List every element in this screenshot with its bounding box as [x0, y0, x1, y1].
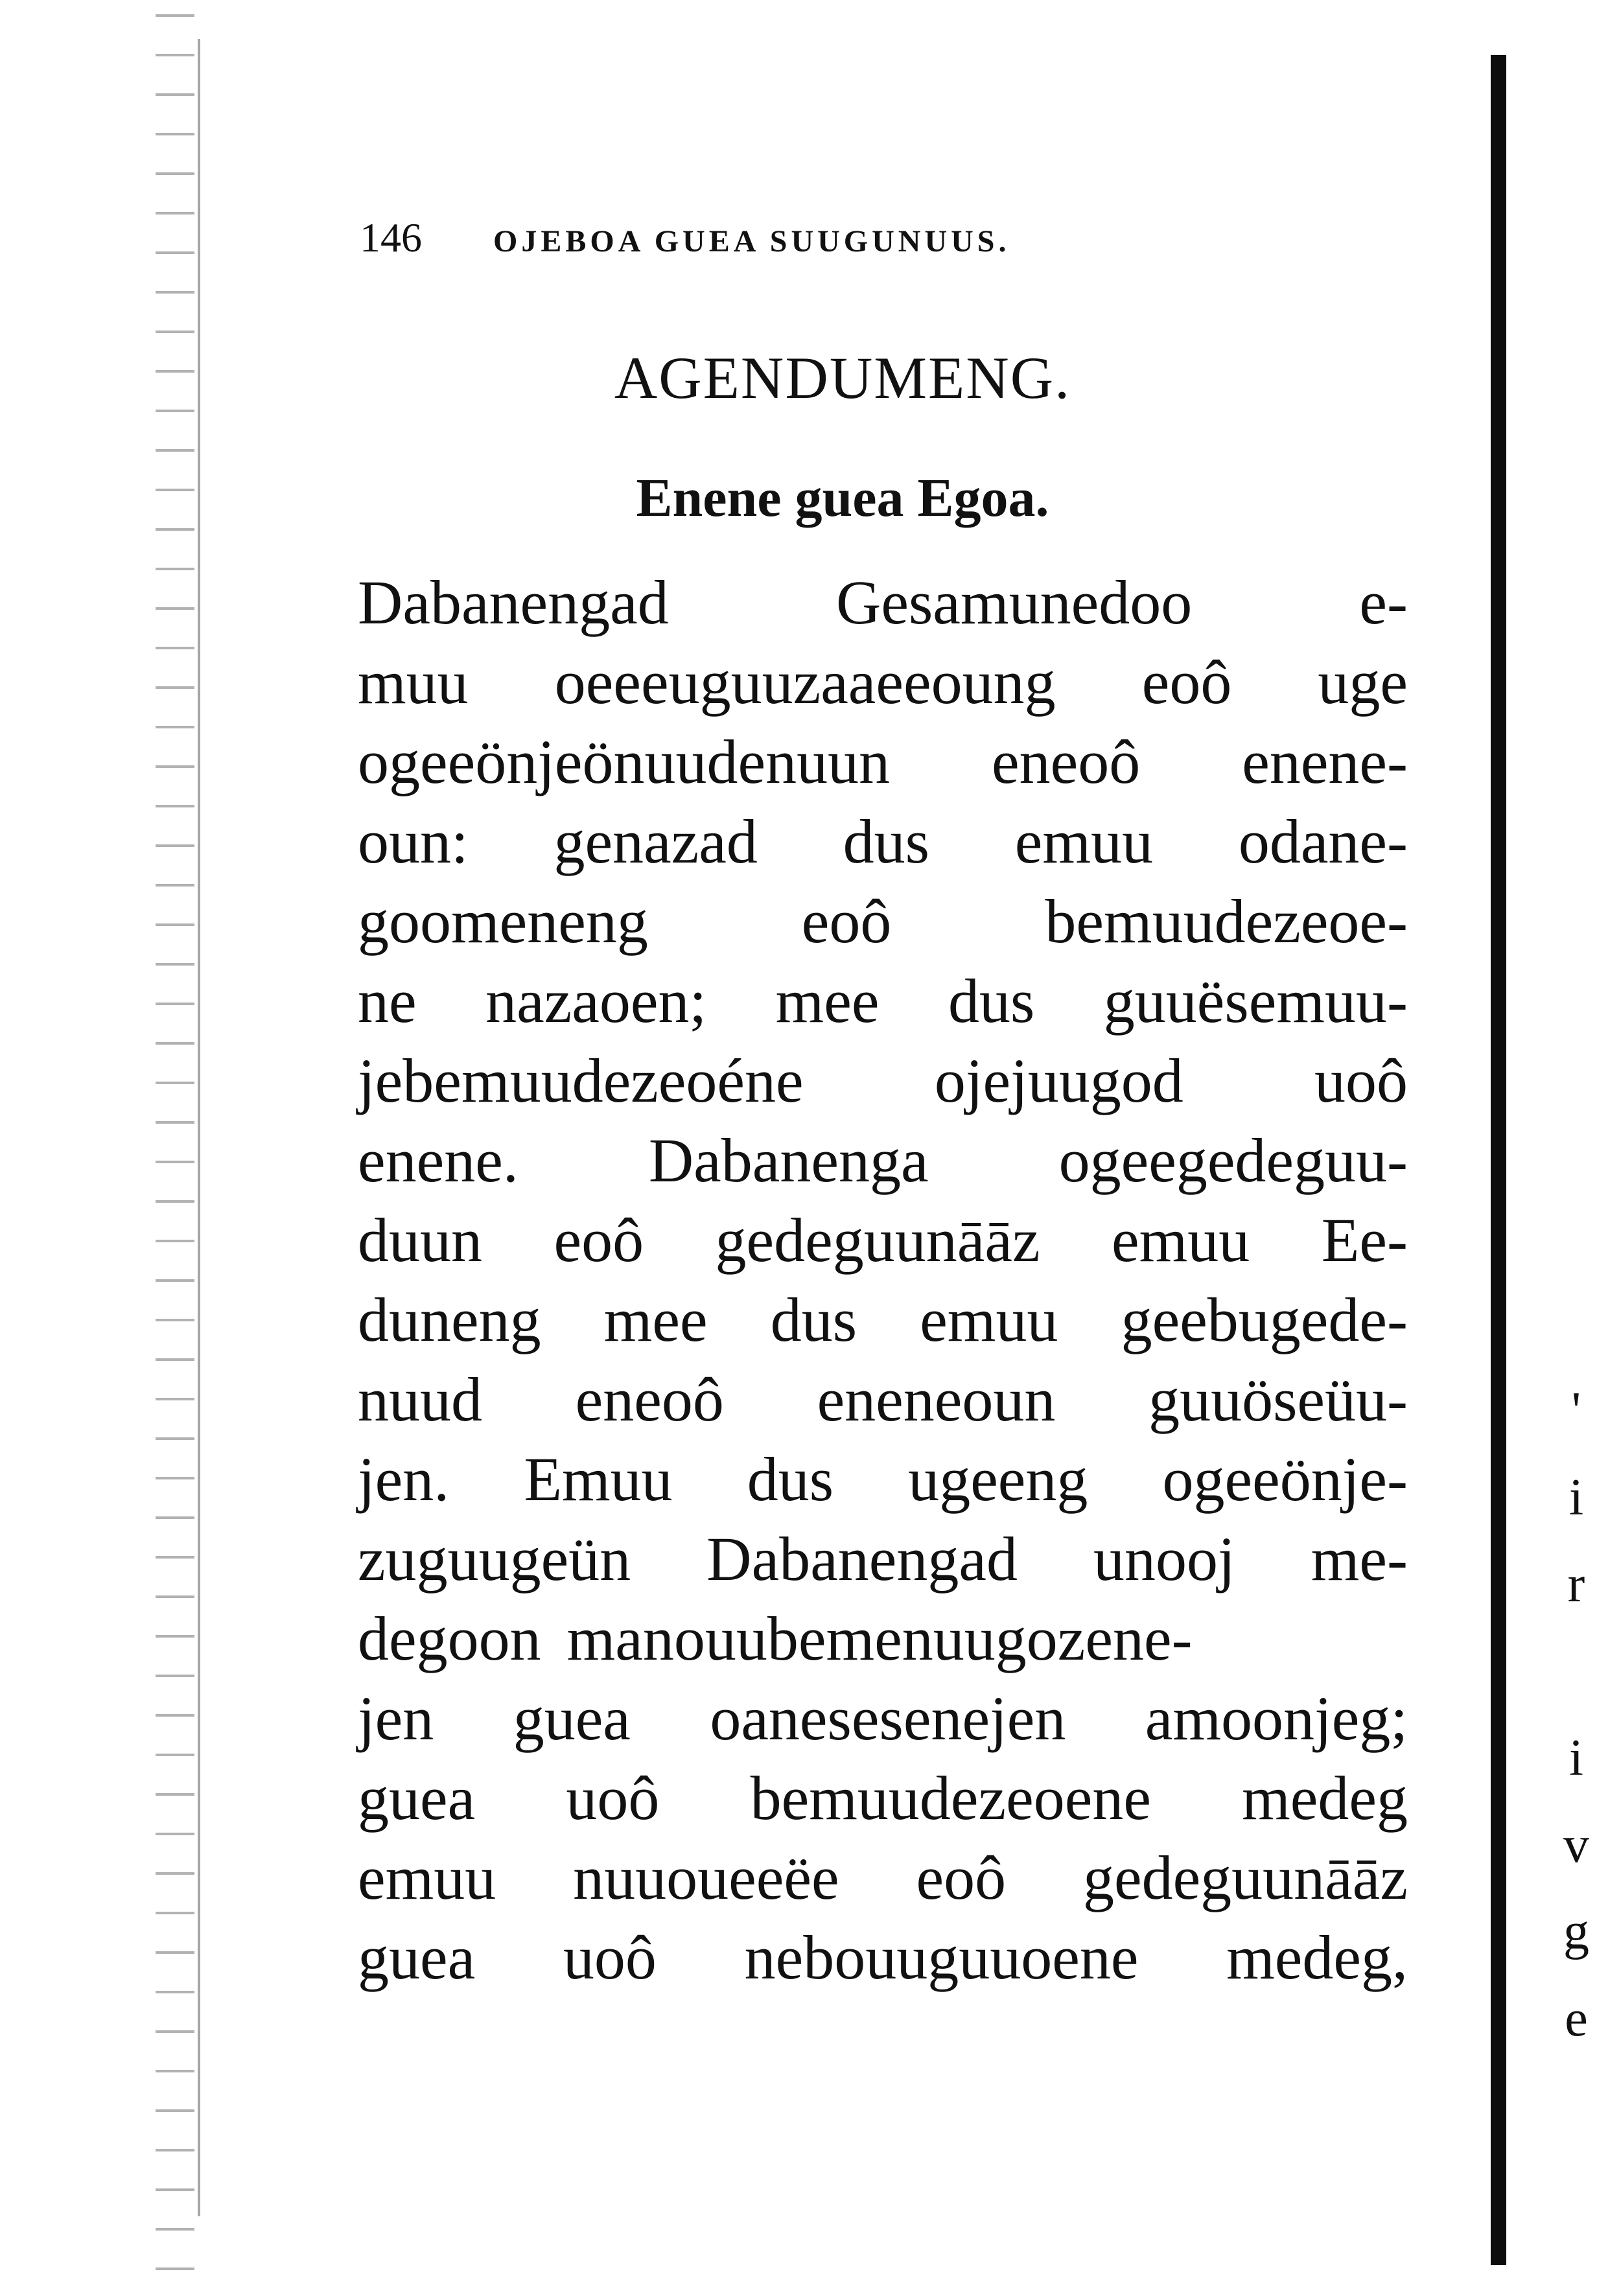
word: dus	[948, 966, 1035, 1036]
word: eneoô	[575, 1365, 724, 1434]
word: dus	[747, 1444, 834, 1514]
word: ogeeönjeönuudenuun	[358, 727, 891, 796]
text-line	[358, 1041, 1408, 1120]
word: emuu	[358, 1843, 496, 1912]
text-line	[358, 1599, 1408, 1678]
word: oun:	[358, 807, 469, 876]
text-line	[358, 961, 1408, 1041]
word: degoon	[358, 1604, 541, 1673]
word: goomeneng	[358, 887, 648, 956]
section-heading	[0, 343, 1426, 412]
section-subheading	[0, 467, 1426, 529]
word: Emuu	[524, 1444, 673, 1514]
text-line	[358, 1360, 1408, 1439]
word: zuguugeün	[358, 1524, 631, 1594]
word: manouubemenuugozene-	[566, 1604, 1193, 1673]
facing-page-margin-letters	[1556, 1367, 1597, 2062]
margin-letter: e	[1565, 1990, 1588, 2047]
word: bemuudezeoene	[750, 1763, 1151, 1833]
word: ne	[358, 966, 417, 1036]
word: muu	[358, 647, 469, 717]
word: jebemuudezeoéne	[358, 1046, 804, 1115]
word: dus	[843, 807, 929, 876]
word: genazad	[554, 807, 758, 876]
margin-letter: i	[1568, 1730, 1584, 1787]
word: ugeeng	[908, 1444, 1088, 1514]
text-line	[358, 1120, 1408, 1200]
word: ogeegedeguu-	[1058, 1126, 1408, 1195]
word: unooj	[1093, 1524, 1235, 1594]
word: gedeguunāāz	[1082, 1843, 1408, 1912]
word: e-	[1359, 568, 1408, 637]
word: odane-	[1238, 807, 1408, 876]
word: eoô	[801, 887, 892, 956]
word: dus	[770, 1285, 857, 1354]
word: emuu	[920, 1285, 1058, 1354]
word: emuu	[1014, 807, 1154, 876]
word: medeg	[1242, 1763, 1408, 1833]
word: eneoô	[992, 727, 1141, 796]
page-edge-rule	[1491, 55, 1506, 2265]
body-text	[358, 562, 1408, 1997]
word: Gesamunedoo	[836, 568, 1193, 637]
word: guea	[358, 1923, 476, 1992]
word: eoô	[1141, 647, 1232, 717]
text-line	[358, 562, 1408, 642]
word: geebugede-	[1121, 1285, 1408, 1354]
word: me-	[1311, 1524, 1408, 1594]
running-head-title: OJEBOA GUEA SUUGUNUUS.	[493, 224, 1010, 259]
word: enene-	[1242, 727, 1408, 796]
text-line	[358, 1918, 1408, 1997]
text-line	[358, 1678, 1408, 1758]
margin-letter: i	[1568, 1469, 1584, 1526]
word: jen.	[358, 1444, 450, 1514]
word: oanesesenejen	[710, 1684, 1066, 1753]
word: eoô	[916, 1843, 1007, 1912]
word: nazaoen;	[485, 966, 707, 1036]
margin-letter	[1556, 1628, 1597, 1715]
page-number: 146	[360, 215, 422, 261]
word: Dabanengad	[706, 1524, 1018, 1594]
word: nuuoueeëe	[573, 1843, 839, 1912]
word: uoô	[566, 1763, 660, 1833]
running-head	[360, 214, 1397, 272]
word: bemuudezeoe-	[1045, 887, 1408, 956]
section-subheading-text: Enene guea Egoa.	[636, 468, 1049, 528]
word: Ee-	[1321, 1205, 1408, 1275]
word: eneneoun	[817, 1365, 1056, 1434]
word: mee	[775, 966, 880, 1036]
text-line	[358, 1280, 1408, 1360]
word: guea	[358, 1763, 476, 1833]
margin-letter: '	[1571, 1382, 1581, 1439]
text-line	[358, 642, 1408, 722]
word: duun	[358, 1205, 482, 1275]
word: nebouuguuoene	[744, 1923, 1139, 1992]
word: uoô	[563, 1923, 657, 1992]
word: guea	[513, 1684, 631, 1753]
word: Dabanengad	[358, 568, 669, 637]
word: guuöseüu-	[1148, 1365, 1408, 1434]
text-line	[358, 722, 1408, 802]
word: medeg,	[1226, 1923, 1408, 1992]
word: jen	[358, 1684, 434, 1753]
text-line	[358, 881, 1408, 961]
text-line	[358, 1439, 1408, 1519]
word: mee	[603, 1285, 708, 1354]
margin-letter: v	[1563, 1816, 1589, 1873]
text-line	[358, 1519, 1408, 1599]
section-heading-text: AGENDUMENG.	[614, 345, 1071, 411]
word: ojejuugod	[934, 1046, 1183, 1115]
word: nuud	[358, 1365, 482, 1434]
word: uoô	[1314, 1046, 1408, 1115]
word: eoô	[554, 1205, 644, 1275]
margin-letter: r	[1567, 1556, 1585, 1613]
text-line	[358, 1838, 1408, 1918]
word: enene.	[358, 1126, 519, 1195]
word: ogeeönje-	[1162, 1444, 1408, 1514]
word: uge	[1318, 647, 1408, 717]
word: guuësemuu-	[1103, 966, 1408, 1036]
word: gedeguunāāz	[715, 1205, 1040, 1275]
text-line	[358, 1200, 1408, 1280]
word: duneng	[358, 1285, 541, 1354]
word: emuu	[1112, 1205, 1250, 1275]
text-line	[358, 1758, 1408, 1838]
word: Dabanenga	[648, 1126, 929, 1195]
margin-letter: g	[1563, 1903, 1589, 1960]
text-line	[358, 802, 1408, 881]
word: amoonjeg;	[1145, 1684, 1408, 1753]
word: oeeeuguuzaaeeoung	[554, 647, 1056, 717]
